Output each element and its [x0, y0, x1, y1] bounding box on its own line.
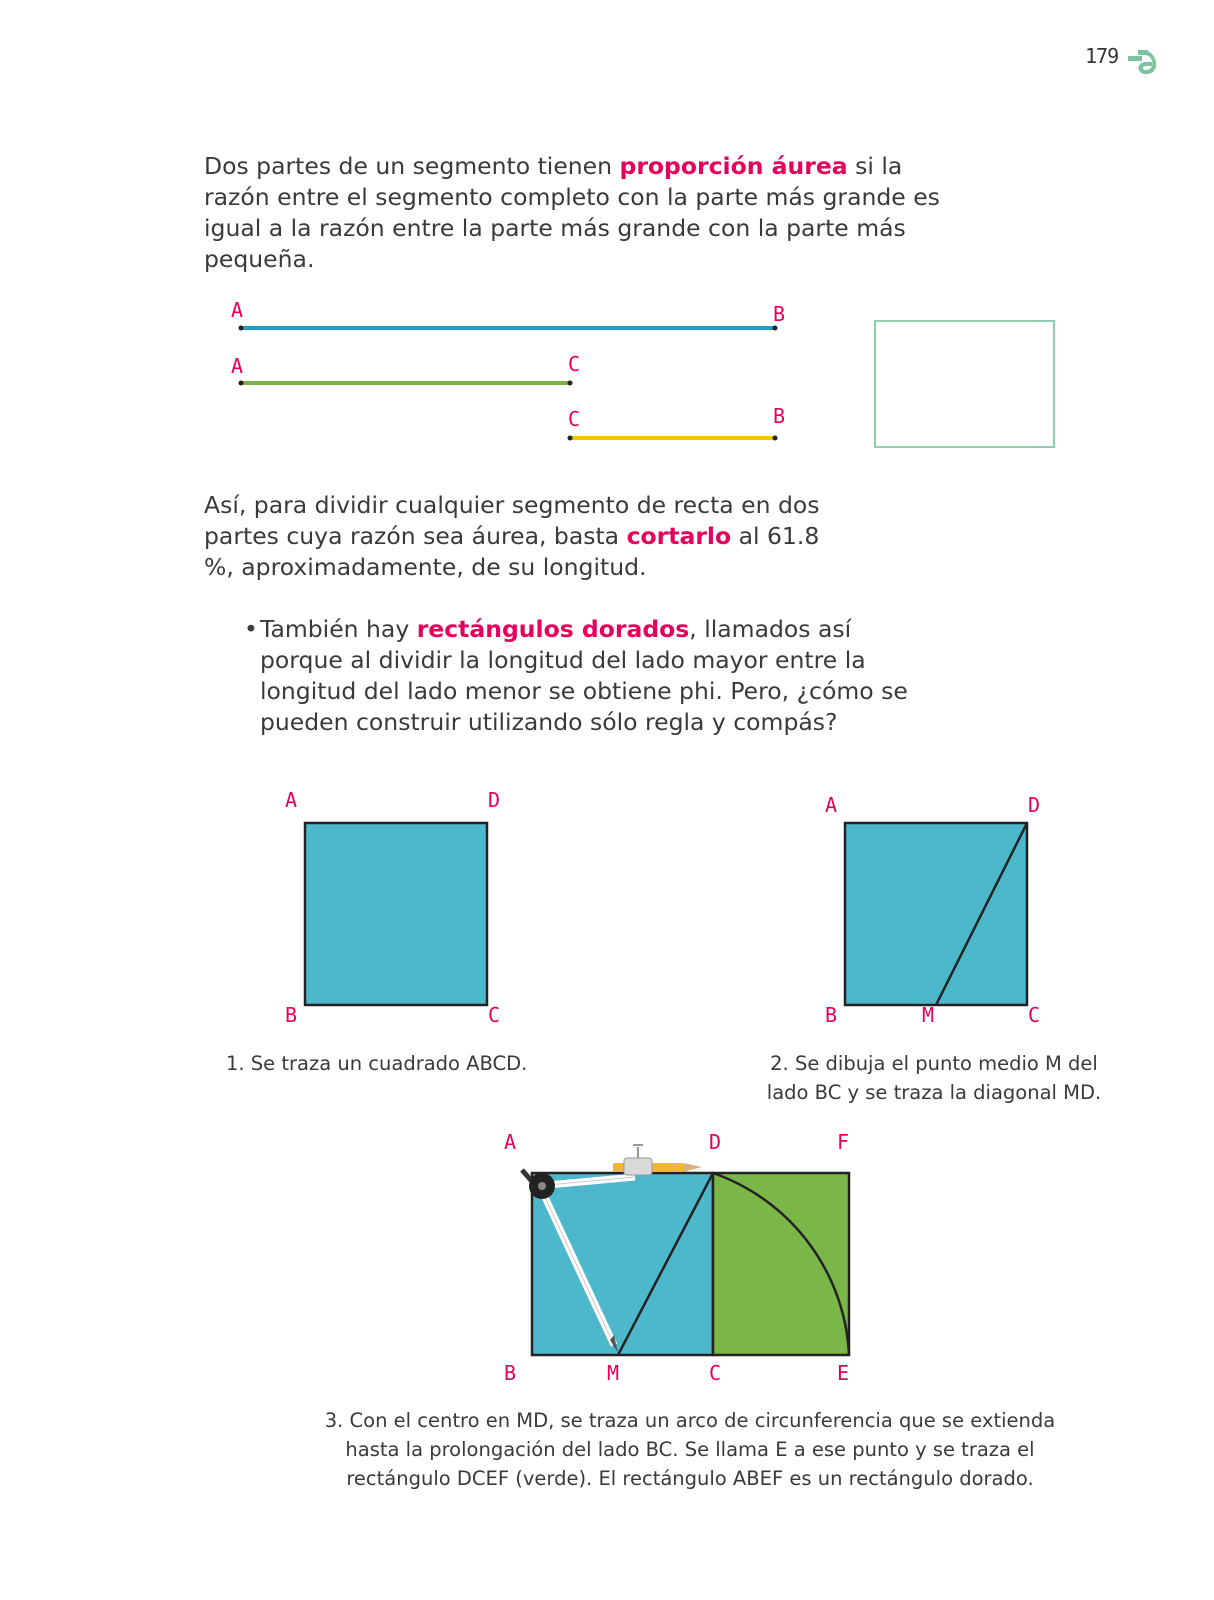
label-a1: A	[231, 298, 244, 322]
point-c-mid	[568, 381, 573, 386]
point-a-mid	[239, 381, 244, 386]
point-c-bottom	[568, 436, 573, 441]
figure-2-caption-line2: lado BC y se traza la diagonal MD.	[766, 1081, 1102, 1104]
segments-diagram	[220, 295, 820, 455]
fig3-label-b: B	[504, 1361, 517, 1385]
fig3-label-c: C	[709, 1361, 722, 1385]
fig2-label-a: A	[825, 793, 838, 817]
fig1-label-c: C	[488, 1003, 501, 1027]
label-a2: A	[231, 354, 244, 378]
figure-1-square	[270, 785, 530, 1035]
fig3-label-a: A	[504, 1130, 517, 1154]
page-number: 179	[1085, 44, 1119, 68]
golden-rectangle-bullet	[244, 614, 944, 738]
fig3-label-m: M	[607, 1361, 620, 1385]
fig2-label-m: M	[922, 1003, 935, 1027]
figure-3-golden-rectangle	[490, 1125, 890, 1395]
label-c1: C	[568, 352, 581, 376]
golden-rectangles-term: rectángulos dorados	[416, 615, 690, 643]
fig1-label-d: D	[488, 788, 501, 812]
bullet-text-start: También hay	[260, 615, 417, 643]
fig2-label-b: B	[825, 1003, 838, 1027]
point-b-top	[773, 326, 778, 331]
figure-1-caption: 1. Se traza un cuadrado ABCD.	[226, 1052, 528, 1075]
label-b2: B	[773, 404, 786, 428]
para2-text-start: Así, para dividir cualquier segmento de recta en dos partes cuya razón sea áurea, basta	[204, 491, 820, 550]
cut-term: cortarlo	[626, 522, 732, 550]
fig2-label-c: C	[1028, 1003, 1041, 1027]
bullet-text-end: , llamados así porque al dividir la longitud del lado mayor entre la longitud del lado menor se obtiene phi. Pero, ¿cómo se pueden construir utilizando sólo regla y compás?	[260, 615, 908, 736]
point-b-bottom	[773, 436, 778, 441]
square-abcd-2	[845, 823, 1027, 1005]
fig1-label-b: B	[285, 1003, 298, 1027]
figure-3-caption-line1: 3. Con el centro en MD, se traza un arco de circunferencia que se extienda	[324, 1409, 1056, 1432]
empty-answer-box	[874, 320, 1055, 448]
fig3-label-e: E	[837, 1361, 850, 1385]
fig3-label-f: F	[837, 1130, 850, 1154]
figure-2-caption-line1: 2. Se dibuja el punto medio M del	[770, 1052, 1098, 1075]
label-b1: B	[773, 302, 786, 326]
bullet-symbol: •	[244, 615, 258, 643]
para1-text-start: Dos partes de un segmento tienen	[204, 152, 620, 180]
figure-2-square-diagonal	[810, 790, 1070, 1040]
square-abcd	[305, 823, 487, 1005]
fig2-label-d: D	[1028, 793, 1041, 817]
figure-2-caption	[760, 1049, 1108, 1107]
golden-proportion-term: proporción áurea	[619, 152, 848, 180]
rectangle-dcef	[713, 1173, 849, 1355]
figure-3-caption-line2: hasta la prolongación del lado BC. Se llama E a ese punto y se traza el	[345, 1438, 1035, 1461]
label-c2: C	[568, 407, 581, 431]
fig3-label-d: D	[709, 1130, 722, 1154]
para2-text-end: al 61.8 %, aproximadamente, de su longitud.	[204, 522, 820, 581]
fig1-label-a: A	[285, 788, 298, 812]
figure-3-caption	[280, 1406, 1100, 1493]
figure-3-caption-line3: rectángulo DCEF (verde). El rectángulo ABEF es un rectángulo dorado.	[346, 1467, 1034, 1490]
square-abcd-3	[532, 1173, 713, 1355]
page-corner-emblem-icon	[1124, 44, 1162, 78]
golden-cut-explanation	[204, 490, 844, 583]
golden-ratio-definition	[204, 151, 944, 275]
point-a-top	[239, 326, 244, 331]
para1-text-end: si la razón entre el segmento completo con la parte más grande es igual a la razón entre la parte más grande con la parte más pequeña.	[204, 152, 940, 273]
